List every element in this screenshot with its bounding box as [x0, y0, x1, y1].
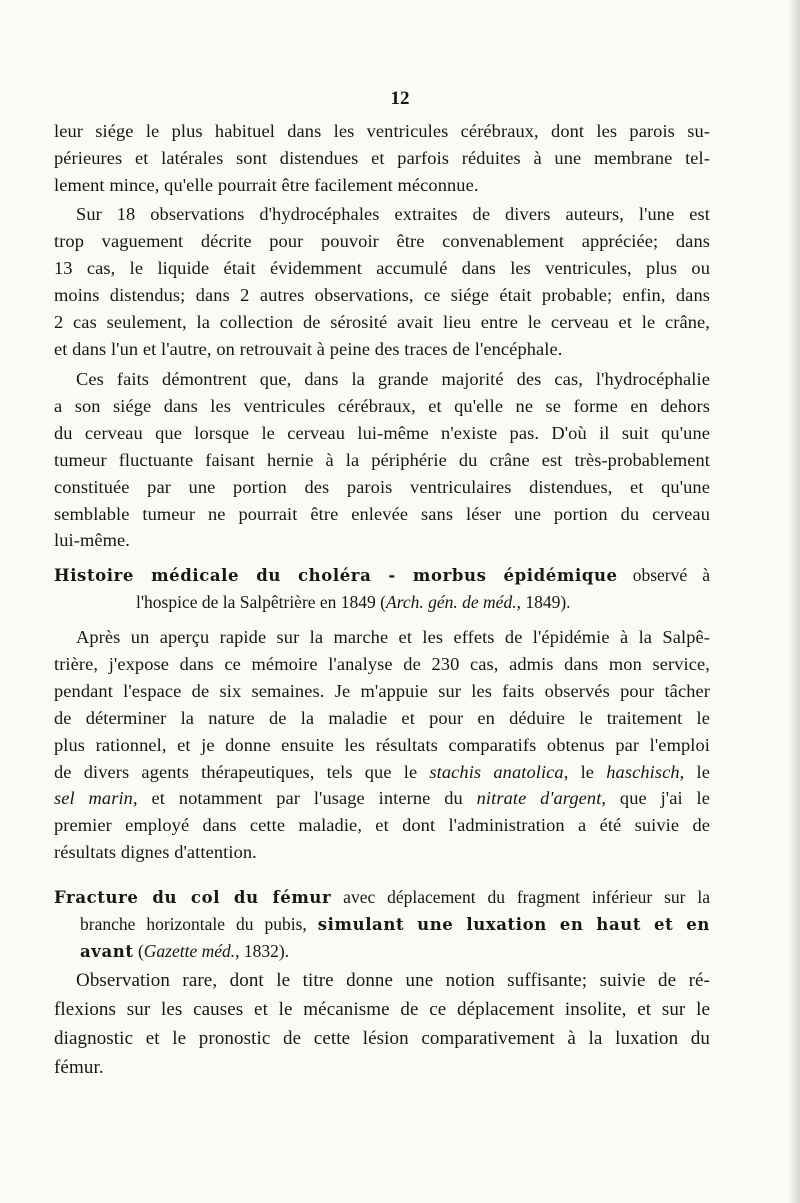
text-line: pendant l'espace de six semaines. Je m'appuie sur les faits observés pour tâcher — [54, 680, 710, 701]
text-span: , et notamment par l'usage interne du — [132, 788, 477, 809]
text-line: du cerveau que lorsque le cerveau lui-même n'existe pas. D'où il suit qu'une — [54, 422, 710, 443]
entry-title-cholera — [54, 562, 710, 615]
entry-title-heading: avant — [80, 942, 134, 961]
paragraph-continuation — [54, 118, 710, 199]
entry-title-heading: simulant une luxation en haut et en — [317, 915, 710, 934]
entry-title-fracture — [54, 884, 710, 965]
italic-term: nitrate d'argent — [476, 788, 602, 809]
entry-title-tail: avec déplacement du fragment inférieur sur la — [331, 887, 710, 907]
text-line: diagnostic et le pronostic de cette lésion comparativement à la luxation du — [54, 1028, 710, 1049]
text-line: Après un aperçu rapide sur la marche et les effets de l'épidémie à la Salpê- — [76, 627, 710, 647]
text-line: 13 cas, le liquide était évidemment accumulé dans les ventricules, plus ou — [54, 257, 710, 278]
entry-title-tail: branche horizontale du pubis, — [80, 914, 318, 934]
entry-title-tail: observé à — [632, 565, 710, 585]
page-gutter-shadow — [788, 0, 800, 1203]
text-span: de divers agents thérapeutiques, tels que le — [54, 761, 430, 782]
text-line: périeures et latérales sont distendues et parfois réduites à une membrane tel- — [54, 147, 710, 168]
entry-title-heading: Fracture du col du fémur — [54, 888, 332, 907]
page-number: 12 — [390, 88, 410, 109]
text-line: premier employé dans cette maladie, et dont l'administration a été suivie de — [54, 815, 710, 836]
citation-text: ( — [133, 941, 144, 961]
text-line: a son siége dans les ventricules cérébraux, et qu'elle ne se forme en dehors — [54, 395, 710, 416]
paragraph-observations — [54, 201, 710, 362]
text-line: lement mince, qu'elle pourrait être facilement méconnue. — [54, 174, 479, 195]
text-line — [54, 884, 710, 911]
text-line — [54, 938, 710, 965]
citation-year: , 1849). — [516, 592, 571, 612]
text-line — [54, 911, 710, 938]
text-line — [54, 759, 710, 786]
text-line: constituée par une portion des parois ventriculaires distendues, et qu'une — [54, 476, 710, 497]
paragraph-cholera-summary — [54, 624, 710, 866]
text-line: trop vaguement décrite pour pouvoir être convenablement appréciée; dans — [54, 230, 710, 251]
text-line: et dans l'un et l'autre, on retrouvait à peine des traces de l'encéphale. — [54, 338, 563, 359]
text-line — [54, 589, 710, 615]
text-line: Sur 18 observations d'hydrocéphales extraites de divers auteurs, l'une est — [76, 204, 710, 224]
text-span: , le — [563, 761, 607, 782]
text-line: lui-même. — [54, 530, 130, 551]
text-line: fémur. — [54, 1057, 104, 1078]
text-line: semblable tumeur ne pourrait être enlevée sans léser une portion du cerveau — [54, 503, 710, 524]
italic-term: haschisch — [606, 761, 680, 782]
text-line: résultats dignes d'attention. — [54, 842, 257, 863]
text-span: , le — [679, 761, 711, 782]
paragraph-fracture-summary — [54, 966, 710, 1082]
text-line: Ces faits démontrent que, dans la grande majorité des cas, l'hydrocéphalie — [76, 369, 710, 389]
citation-journal: Gazette méd. — [143, 941, 236, 961]
text-line: leur siége le plus habituel dans les ventricules cérébraux, dont les parois su- — [54, 121, 710, 141]
text-line: 2 cas seulement, la collection de sérosité avait lieu entre le cerveau et le crâne, — [54, 311, 710, 332]
italic-term: stachis anatolica — [429, 761, 564, 782]
text-span: , que j'ai le — [601, 788, 710, 809]
text-line: Observation rare, dont le titre donne une notion suffisante; suivie de ré- — [76, 970, 710, 991]
paragraph-conclusion — [54, 366, 710, 554]
text-line: flexions sur les causes et le mécanisme de ce déplacement insolite, et sur le — [54, 999, 710, 1020]
citation-text: l'hospice de la Salpêtrière en 1849 ( — [136, 592, 387, 612]
text-line: moins distendus; dans 2 autres observations, ce siége était probable; enfin, dans — [54, 284, 710, 305]
citation-year: , 1832). — [235, 941, 290, 961]
citation-journal: Arch. gén. de méd. — [386, 592, 517, 612]
text-line: tumeur fluctuante faisant hernie à la périphérie du crâne est très-probablement — [54, 449, 710, 470]
text-line — [54, 562, 710, 589]
text-line: de déterminer la nature de la maladie et pour en déduire le traitement le — [54, 707, 710, 728]
text-line: plus rationnel, et je donne ensuite les résultats comparatifs obtenus par l'emploi — [54, 734, 710, 755]
text-line: trière, j'expose dans ce mémoire l'analyse de 230 cas, admis dans mon service, — [54, 653, 710, 674]
entry-title-heading: Histoire médicale du choléra - morbus épidémique — [54, 566, 618, 585]
text-line — [54, 785, 710, 812]
italic-term: sel marin — [54, 788, 133, 809]
